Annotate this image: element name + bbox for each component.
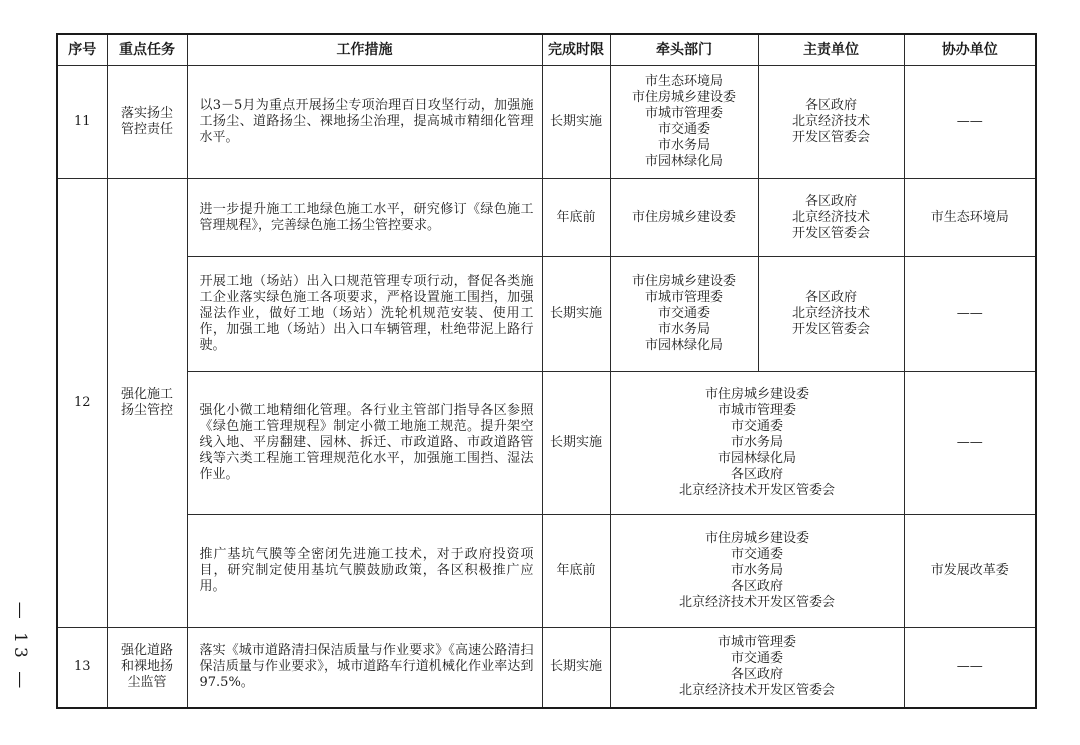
header-row (57, 34, 1036, 66)
unit-name: 市住房城乡建设委 (704, 531, 809, 546)
unit-name: 市住房城乡建设委 (704, 387, 809, 402)
task-line: 扬尘管控 (120, 403, 173, 418)
task-line: 强化施工 (120, 387, 173, 402)
unit-name: 各区政府 (730, 667, 783, 683)
task-line: 强化道路 (120, 643, 173, 659)
table-row (57, 515, 1036, 628)
owner-unit: 各区政府 (804, 193, 857, 209)
lead-dept: 市水务局 (657, 138, 710, 153)
page-number-text: — 13 — (10, 601, 31, 693)
task-line: 落实扬尘 (120, 106, 173, 121)
lead-cell (610, 257, 758, 372)
task-cell (107, 66, 187, 179)
owner-unit: 开发区管委会 (791, 130, 870, 145)
unit-name: 市水务局 (730, 435, 783, 450)
dash-placeholder: —— (956, 306, 983, 321)
owner-unit: 北京经济技术 (791, 209, 870, 225)
deadline-cell: 长期实施 (542, 257, 610, 372)
lead-dept: 市园林绿化局 (644, 154, 723, 169)
header-num: 序号 (57, 34, 107, 66)
unit-name: 市交通委 (730, 651, 783, 667)
unit-name: 市交通委 (730, 547, 783, 562)
task-table (56, 33, 1037, 709)
deadline-cell: 长期实施 (542, 372, 610, 515)
owner-unit: 各区政府 (804, 98, 857, 113)
lead-dept: 市交通委 (657, 306, 710, 321)
table-row (57, 66, 1036, 179)
unit-name: 各区政府 (730, 467, 783, 482)
owner-unit: 各区政府 (804, 290, 857, 305)
lead-dept: 市住房城乡建设委 (631, 274, 736, 289)
assist-cell (904, 628, 1036, 708)
lead-owner-cell (610, 372, 904, 515)
task-line: 管控责任 (120, 122, 173, 137)
owner-cell (758, 66, 904, 179)
task-line: 尘监管 (127, 675, 167, 691)
lead-dept: 市交通委 (657, 122, 710, 137)
unit-name: 市城市管理委 (717, 403, 796, 418)
lead-dept: 市住房城乡建设委 (631, 90, 736, 105)
task-cell (107, 179, 187, 628)
deadline-cell: 长期实施 (542, 66, 610, 179)
measure-cell: 以3－5月为重点开展扬尘专项治理百日攻坚行动，加强施工扬尘、道路扬尘、裸地扬尘治理，提高城市精细化管理水平。 (187, 66, 542, 179)
page-number (6, 592, 34, 702)
dash-placeholder: —— (956, 659, 983, 675)
measure-cell: 进一步提升施工工地绿色施工水平，研究修订《绿色施工管理规程》，完善绿色施工扬尘管控要求。 (187, 179, 542, 257)
table-row (57, 372, 1036, 515)
task-line: 和裸地扬 (120, 659, 173, 675)
lead-dept: 市城市管理委 (644, 106, 723, 121)
lead-dept: 市生态环境局 (644, 74, 723, 89)
deadline-cell: 年底前 (542, 515, 610, 628)
measure-cell: 推广基坑气膜等全密闭先进施工技术，对于政府投资项目，研究制定使用基坑气膜鼓励政策，各区积极推广应用。 (187, 515, 542, 628)
unit-name: 市交通委 (730, 419, 783, 434)
table-row (57, 628, 1036, 708)
deadline-cell: 年底前 (542, 179, 610, 257)
lead-dept: 市城市管理委 (644, 290, 723, 305)
measure-cell: 落实《城市道路清扫保洁质量与作业要求》《高速公路清扫保洁质量与作业要求》，城市道路车行道机械化作业率达到97.5%。 (187, 628, 542, 708)
deadline-cell: 长期实施 (542, 628, 610, 708)
assist-cell: 市生态环境局 (904, 179, 1036, 257)
unit-name: 北京经济技术开发区管委会 (678, 683, 835, 699)
header-deadline: 完成时限 (542, 34, 610, 66)
measure-cell: 强化小微工地精细化管理。各行业主管部门指导各区参照《绿色施工管理规程》制定小微工地施工规范。提升架空线入地、平房翻建、园林、拆迁、市政道路、市政道路管线等六类工程施工管理规范化水平，加强施工围挡、湿法作业。 (187, 372, 542, 515)
lead-dept: 市住房城乡建设委 (631, 209, 736, 225)
table-row (57, 179, 1036, 257)
lead-dept: 市园林绿化局 (644, 338, 723, 353)
assist-cell (904, 372, 1036, 515)
dash-placeholder: —— (956, 435, 983, 450)
owner-unit: 开发区管委会 (791, 225, 870, 241)
owner-unit: 北京经济技术 (791, 306, 870, 321)
unit-name: 市园林绿化局 (717, 451, 796, 466)
assist-cell: 市发展改革委 (904, 515, 1036, 628)
lead-cell (610, 66, 758, 179)
lead-owner-cell (610, 628, 904, 708)
lead-owner-cell (610, 515, 904, 628)
lead-dept: 市水务局 (657, 322, 710, 337)
owner-unit: 北京经济技术 (791, 114, 870, 129)
unit-name: 北京经济技术开发区管委会 (678, 483, 835, 498)
unit-name: 市水务局 (730, 563, 783, 578)
header-task: 重点任务 (107, 34, 187, 66)
lead-cell (610, 179, 758, 257)
unit-name: 各区政府 (730, 579, 783, 594)
dash-placeholder: —— (956, 114, 983, 129)
assist-cell (904, 257, 1036, 372)
owner-cell (758, 179, 904, 257)
unit-name: 市城市管理委 (717, 635, 796, 651)
header-lead: 牵头部门 (610, 34, 758, 66)
table-row (57, 257, 1036, 372)
header-measure: 工作措施 (187, 34, 542, 66)
assist-cell (904, 66, 1036, 179)
measure-cell: 开展工地（场站）出入口规范管理专项行动，督促各类施工企业落实绿色施工各项要求，严格设置施工围挡，加强湿法作业，做好工地（场站）洗轮机规范安装、使用工作，加强工地（场站）出入口车辆管理，杜绝带泥上路行驶。 (187, 257, 542, 372)
header-assist: 协办单位 (904, 34, 1036, 66)
owner-unit: 开发区管委会 (791, 322, 870, 337)
unit-name: 北京经济技术开发区管委会 (678, 595, 835, 610)
task-cell (107, 628, 187, 708)
owner-cell (758, 257, 904, 372)
row-number: 12 (57, 179, 107, 628)
header-owner: 主责单位 (758, 34, 904, 66)
row-number: 11 (57, 66, 107, 179)
row-number: 13 (57, 628, 107, 708)
